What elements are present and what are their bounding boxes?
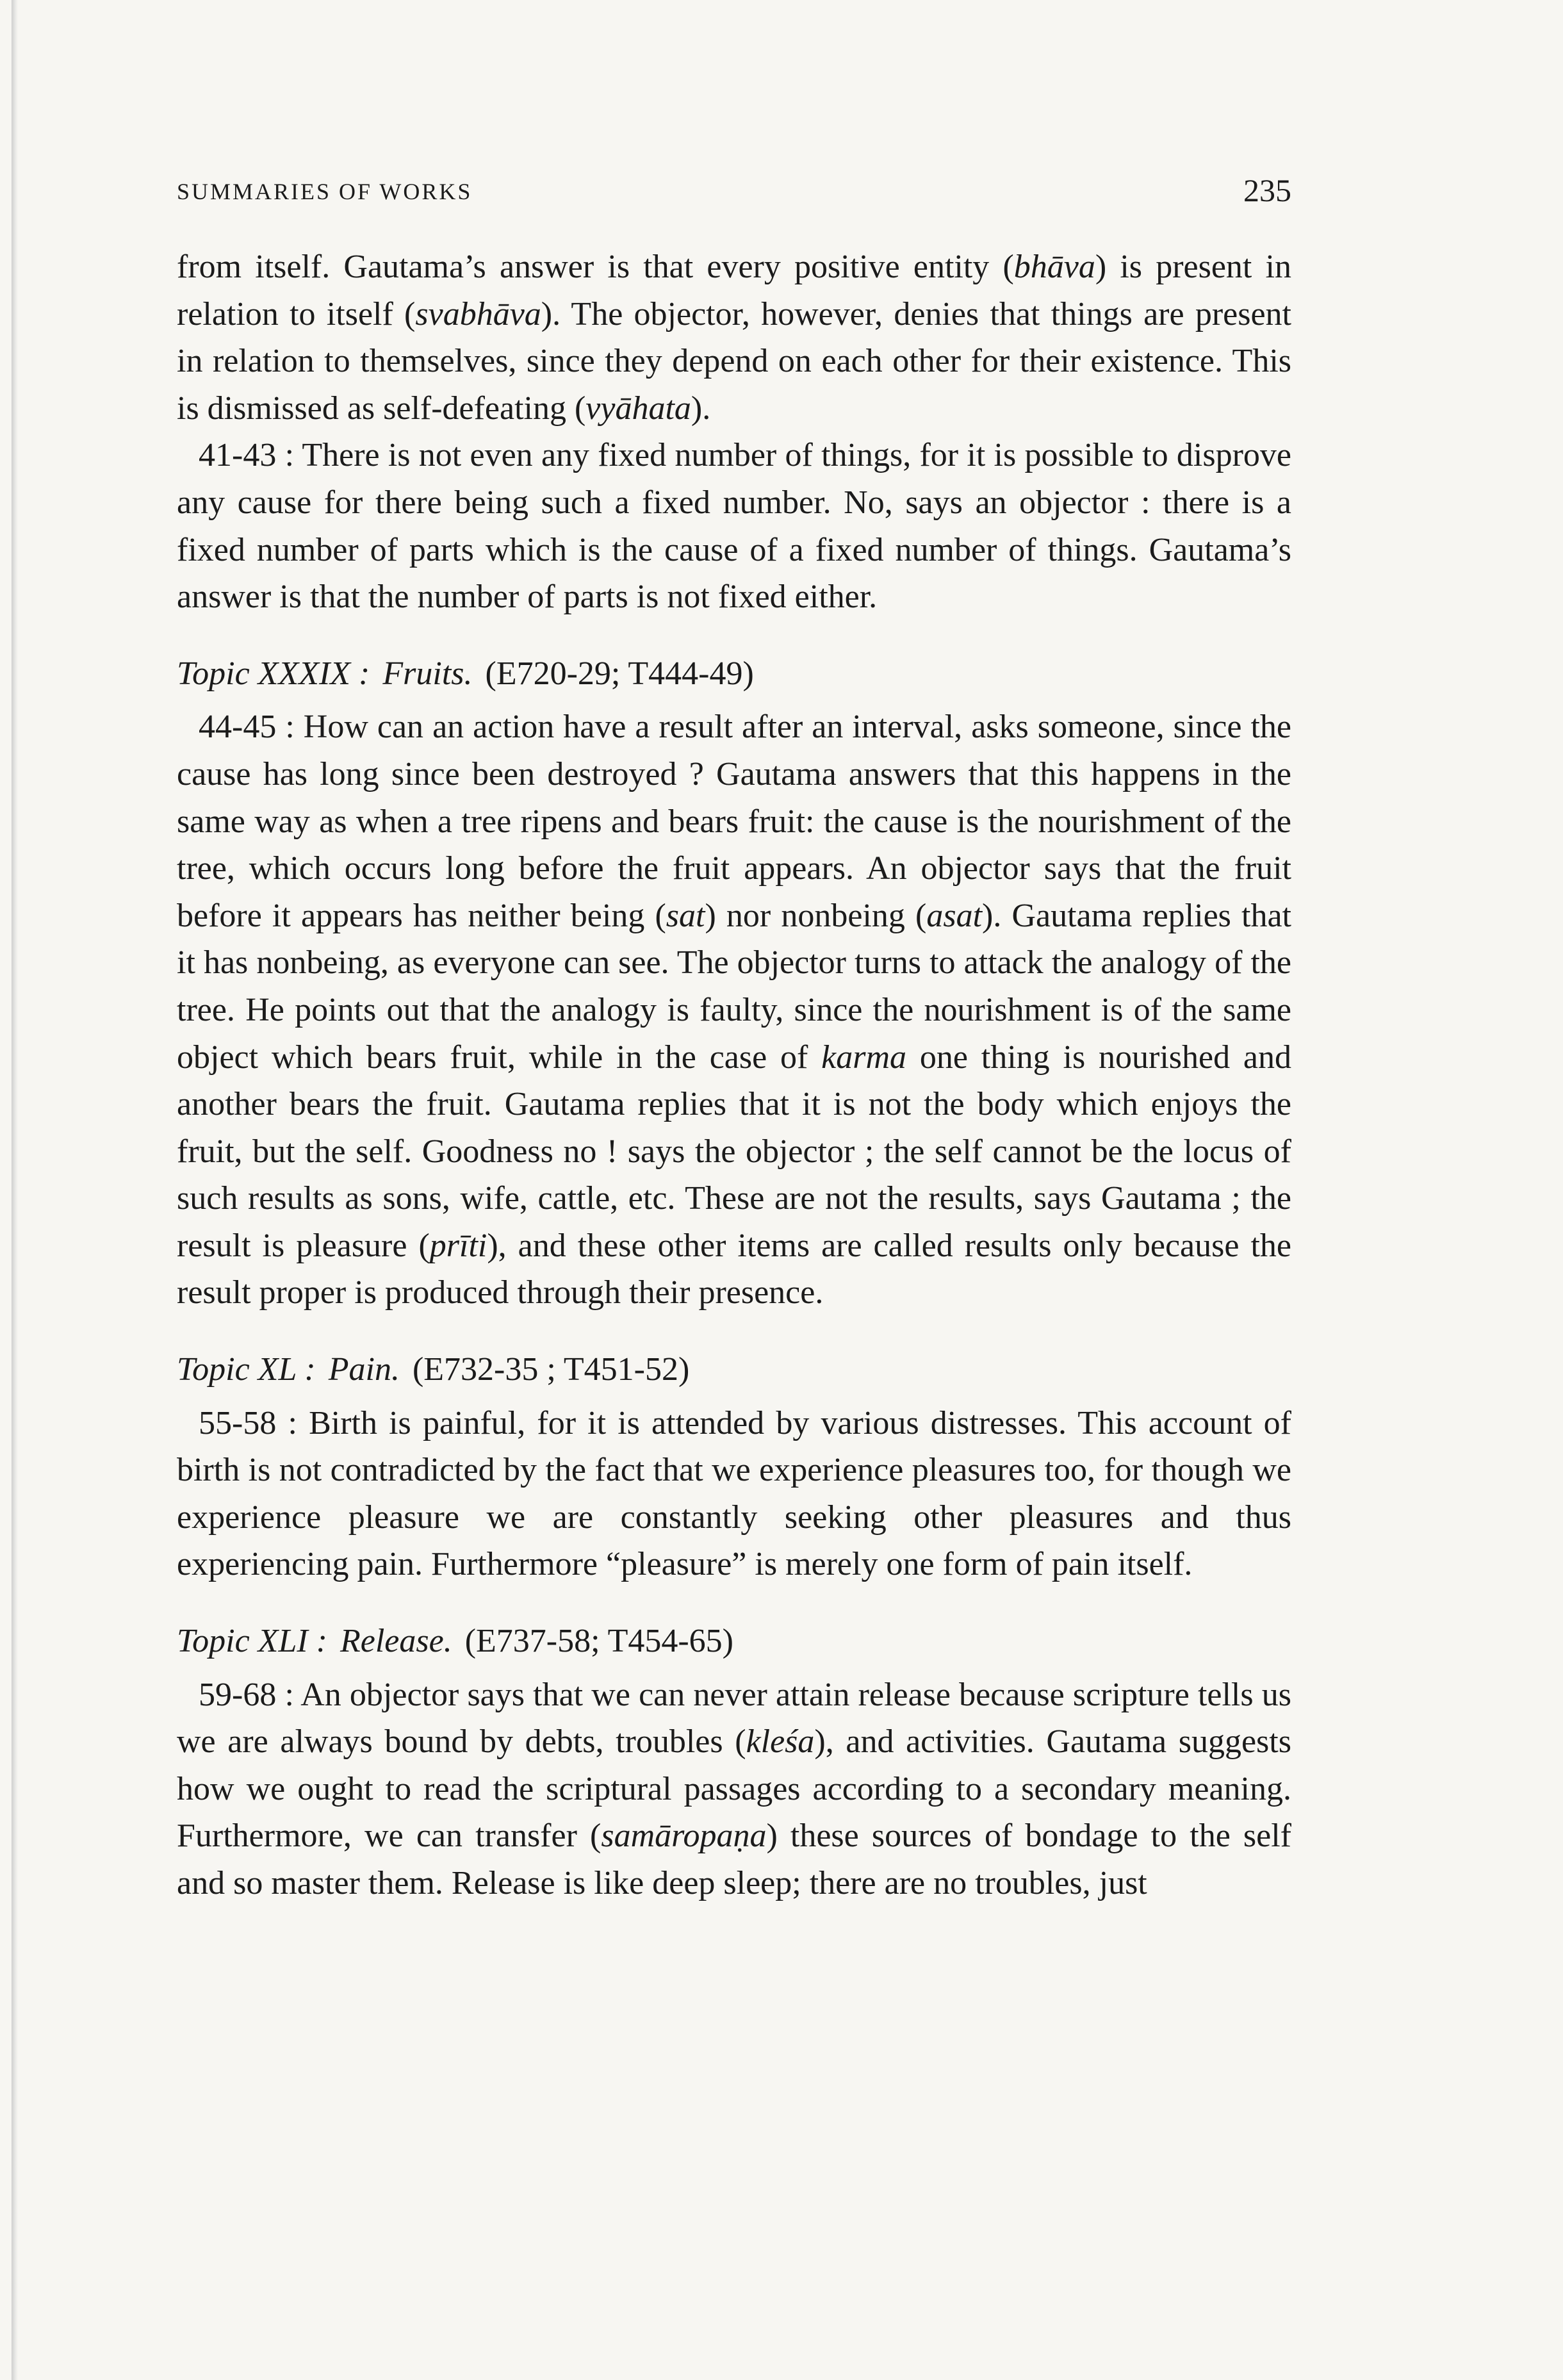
topic-label: Topic XXXIX :: [177, 655, 370, 692]
page-header: [177, 172, 1291, 223]
page-number: 235: [1243, 172, 1291, 208]
paragraph-44-45: 44-45 : How can an action have a result after an interval, asks someone, since the cause has long since been destroyed ? Gautama answers that this happens in the same way as when a tree ripens and bears fruit: the cause is the nourishment of the tree, which occurs long before the fruit appears. An objector says that the fruit before it appears has neither being (sat) nor nonbeing (asat). Gautama replies that it has nonbeing, as everyone can see. The objector turns to attack the analogy of the tree. He points out that the analogy is faulty, since the nourishment is of the same object which bears fruit, while in the case of karma one thing is nourished and another bears the fruit. Gautama replies that it is not the body which enjoys the fruit, but the self. Goodness no ! says the objector ; the self cannot be the locus of such results as sons, wife, cattle, etc. These are not the results, says Gautama ; the result is pleasure (prīti), and these other items are called results only because the result proper is produced through their presence.: [177, 709, 1292, 1311]
topic-title: Release.: [340, 1623, 452, 1660]
topic-label: Topic XLI :: [177, 1623, 327, 1660]
page-binding-edge: [12, 0, 18, 2380]
topic-heading-fruits: [177, 650, 1291, 698]
paragraph-continuation: from itself. Gautama’s answer is that every positive entity (bhāva) is present in relation to itself (svabhāva). The objector, however, denies that things are present in relation to themselves, since they depend on each other for their existence. This is dismissed as self-defeating (vyāhata).: [177, 249, 1291, 427]
topic-references: (E732-35 ; T451-52): [412, 1351, 690, 1388]
topic-heading-release: [177, 1618, 1291, 1665]
topic-title: Pain.: [328, 1351, 400, 1388]
paragraph-59-68: 59-68 : An objector says that we can never attain release because scripture tells us we are always bound by debts, troubles (kleśa), and activities. Gautama suggests how we ought to read the scriptural passages according to a secondary meaning. Furthermore, we can transfer (samāropaṇa) these sources of bondage to the self and so master them. Release is like deep sleep; there are no troubles, just: [177, 1676, 1291, 1901]
running-head: SUMMARIES OF WORKS: [177, 179, 473, 204]
paragraph-41-43: 41-43 : There is not even any fixed number of things, for it is possible to disprove any cause for there being such a fixed number. No, says an objector : there is a fixed number of parts which is the cause of a fixed number of things. Gautama’s answer is that the number of parts is not fixed either.: [177, 437, 1291, 616]
body-text: [177, 243, 1291, 1907]
topic-label: Topic XL :: [177, 1351, 316, 1388]
topic-heading-pain: [177, 1346, 1291, 1393]
topic-references: (E720-29; T444-49): [485, 655, 754, 692]
topic-references: (E737-58; T454-65): [464, 1623, 733, 1660]
paragraph-55-58: 55-58 : Birth is painful, for it is attended by various distresses. This account of birth is not contradicted by the fact that we experience pleasures too, for though we experience pleasure we are constantly seeking other pleasures and thus experiencing pain. Furthermore “pleasure” is merely one form of pain itself.: [177, 1404, 1291, 1583]
topic-title: Fruits.: [382, 655, 473, 692]
